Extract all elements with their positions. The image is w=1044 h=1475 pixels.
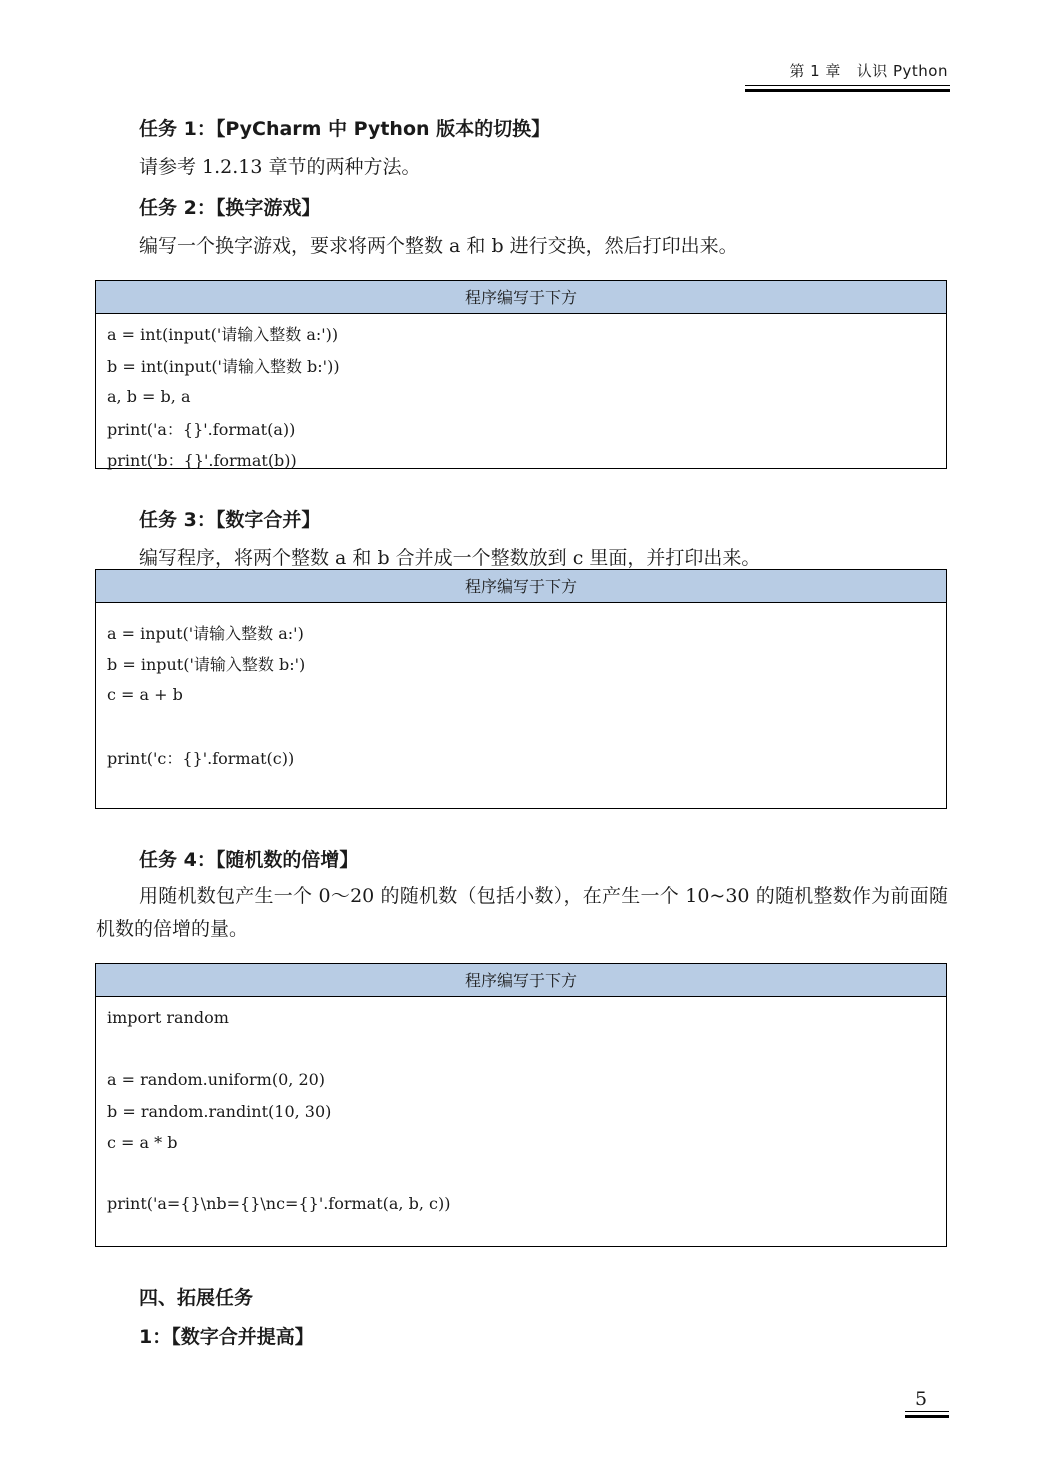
code-line: b = input('请输入整数 b:') <box>107 655 306 674</box>
task-2-text: 编写一个换字游戏，要求将两个整数 a 和 b 进行交换，然后打印出来。 <box>139 235 738 257</box>
code-line: a = input('请输入整数 a:') <box>107 624 304 643</box>
task-2-title: 任务 2：【换字游戏】 <box>139 197 321 219</box>
task-2-code-box <box>95 280 947 469</box>
task-4-text: 用随机数包产生一个 0～20 的随机数（包括小数），在产生一个 10~30 的随机整数作为前面随机数的倍增的量。 <box>96 885 948 940</box>
task-4-title: 任务 4：【随机数的倍增】 <box>139 849 359 871</box>
task-1-text: 请参考 1.2.13 章节的两种方法。 <box>139 156 421 178</box>
code-line: b = int(input('请输入整数 b:')) <box>107 357 340 376</box>
code-line: c = a * b <box>107 1133 178 1152</box>
task-3-text: 编写程序，将两个整数 a 和 b 合并成一个整数放到 c 里面，并打印出来。 <box>139 547 761 569</box>
page-number: 5 <box>915 1388 928 1410</box>
code-line: print('b：{}'.format(b)) <box>107 451 297 470</box>
section-4-title: 四、拓展任务 <box>139 1287 254 1309</box>
code-line: c = a + b <box>107 685 183 704</box>
code-box-header: 程序编写于下方 <box>96 570 946 603</box>
code-box-header: 程序编写于下方 <box>96 964 946 997</box>
footer-rule <box>905 1411 949 1412</box>
code-line: a, b = b, a <box>107 387 191 406</box>
task-4-code-box <box>95 963 947 1247</box>
code-line: a = random.uniform(0, 20) <box>107 1070 326 1089</box>
code-line: print('c：{}'.format(c)) <box>107 749 295 768</box>
code-box-header: 程序编写于下方 <box>96 281 946 314</box>
code-line: b = random.randint(10, 30) <box>107 1102 332 1121</box>
running-header: 第 1 章 认识 Python <box>789 62 948 80</box>
task-3-code-box <box>95 569 947 809</box>
footer-rule-thick <box>905 1415 949 1418</box>
code-line: print('a：{}'.format(a)) <box>107 420 296 439</box>
extension-task-1-title: 1：【数字合并提高】 <box>139 1326 314 1348</box>
code-line: a = int(input('请输入整数 a:')) <box>107 325 339 344</box>
header-rule <box>745 85 950 86</box>
code-line: print('a={}\nb={}\nc={}'.format(a, b, c)) <box>107 1194 451 1213</box>
task-1-title: 任务 1：【PyCharm 中 Python 版本的切换】 <box>139 118 551 140</box>
task-3-title: 任务 3：【数字合并】 <box>139 509 321 531</box>
code-line: import random <box>107 1008 229 1027</box>
header-rule-thick <box>745 89 950 92</box>
